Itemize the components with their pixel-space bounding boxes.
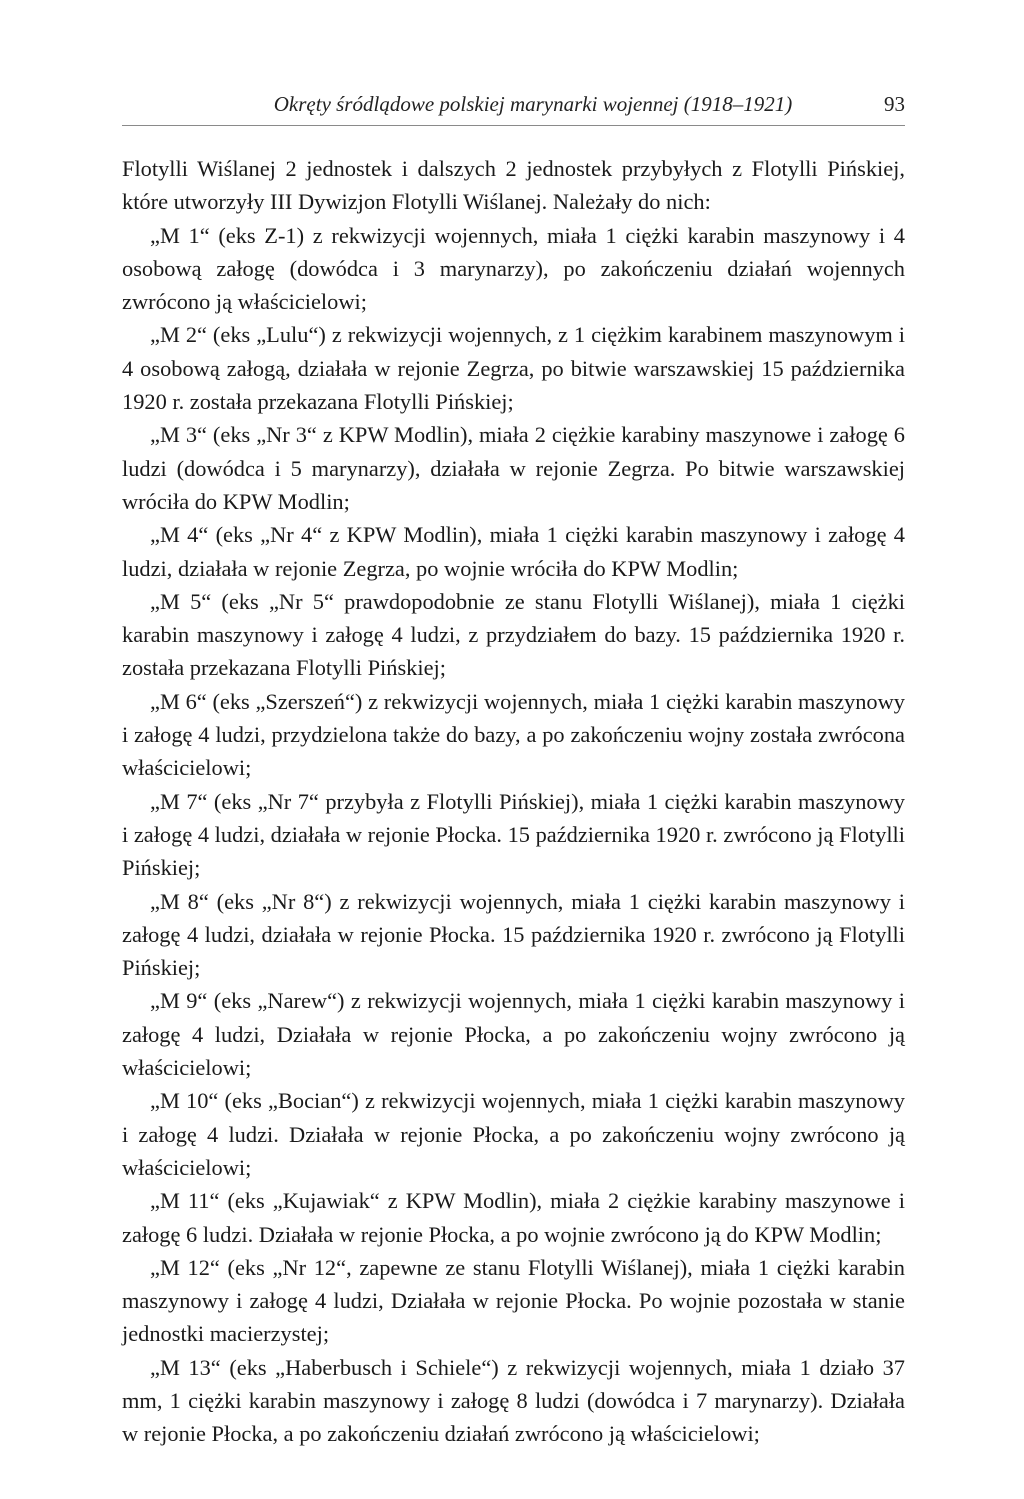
paragraph-m4: „M 4“ (eks „Nr 4“ z KPW Modlin), miała 1 ciężki karabin maszynowy i załogę 4 ludzi, działała w rejonie Zegrza, po wojnie wróciła do KPW Modlin;: [122, 522, 905, 581]
running-head: [122, 92, 905, 126]
paragraph-m6: „M 6“ (eks „Szerszeń“) z rekwizycji wojennych, miała 1 ciężki karabin maszynowy i załogę 4 ludzi, przydzielona także do bazy, a po zakończeniu wojny została zwrócona właścicielowi;: [122, 688, 905, 781]
running-head-title: Okręty śródlądowe polskiej marynarki wojennej (1918–1921): [273, 92, 793, 116]
paragraph-m9: „M 9“ (eks „Narew“) z rekwizycji wojennych, miała 1 ciężki karabin maszynowy i załogę 4 ludzi, Działała w rejonie Płocka, a po zakończeniu wojny zwrócono ją właścicielowi;: [122, 988, 905, 1081]
page-number: 93: [884, 92, 905, 116]
paragraph-m7: „M 7“ (eks „Nr 7“ przybyła z Flotylli Pińskiej), miała 1 ciężki karabin maszynowy i załogę 4 ludzi, działała w rejonie Płocka. 15 października 1920 r. zwrócono ją Flotylli Pińskiej;: [122, 788, 905, 881]
paragraph-m13: „M 13“ (eks „Haberbusch i Schiele“) z rekwizycji wojennych, miała 1 działo 37 mm, 1 ciężki karabin maszynowy i załogę 8 ludzi (dowódca i 7 marynarzy). Działała w rejonie Płocka, a po zakończeniu działań zwrócono ją właścicielowi;: [122, 1354, 905, 1447]
paragraph-m10: „M 10“ (eks „Bocian“) z rekwizycji wojennych, miała 1 ciężki karabin maszynowy i załogę 4 ludzi. Działała w rejonie Płocka, a po zakończeniu wojny zwrócono ją właścicielowi;: [122, 1088, 905, 1180]
paragraph-m3: „M 3“ (eks „Nr 3“ z KPW Modlin), miała 2 ciężkie karabiny maszynowe i załogę 6 ludzi (dowódca i 5 marynarzy), działała w rejonie Zegrza. Po bitwie warszawskiej wróciła do KPW Modlin;: [122, 422, 905, 514]
body-text: [122, 152, 905, 1451]
paragraph-m1: „M 1“ (eks Z-1) z rekwizycji wojennych, miała 1 ciężki karabin maszynowy i 4 osobową załogę (dowódca i 3 marynarzy), po zakończeniu działań wojennych zwrócono ją właścicielowi;: [122, 222, 905, 315]
paragraph-m5: „M 5“ (eks „Nr 5“ prawdopodobnie ze stanu Flotylli Wiślanej), miała 1 ciężki karabin maszynowy i załogę 4 ludzi, z przydziałem do bazy. 15 października 1920 r. została przekazana Flotylli Pińskiej;: [122, 588, 905, 681]
paragraph-intro: Flotylli Wiślanej 2 jednostek i dalszych 2 jednostek przybyłych z Flotylli Pińskiej, które utworzyły III Dywizjon Flotylli Wiślanej. Należały do nich:: [122, 156, 905, 215]
paragraph-m11: „M 11“ (eks „Kujawiak“ z KPW Modlin), miała 2 ciężkie karabiny maszynowe i załogę 6 ludzi. Działała w rejonie Płocka, a po wojnie zwrócono ją do KPW Modlin;: [122, 1188, 905, 1247]
book-page: [122, 92, 905, 1451]
paragraph-m2: „M 2“ (eks „Lulu“) z rekwizycji wojennych, z 1 ciężkim karabinem maszynowym i 4 osobową załogą, działała w rejonie Zegrza, po bitwie warszawskiej 15 października 1920 r. została przekazana Flotylli Pińskiej;: [122, 322, 905, 415]
paragraph-m8: „M 8“ (eks „Nr 8“) z rekwizycji wojennych, miała 1 ciężki karabin maszynowy i załogę 4 ludzi, działała w rejonie Płocka. 15 października 1920 r. zwrócono ją Flotylli Pińskiej;: [122, 888, 905, 981]
paragraph-m12: „M 12“ (eks „Nr 12“, zapewne ze stanu Flotylli Wiślanej), miała 1 ciężki karabin maszynowy i załogę 4 ludzi, Działała w rejonie Płocka. Po wojnie pozostała w stanie jednostki macierzystej;: [122, 1254, 905, 1347]
